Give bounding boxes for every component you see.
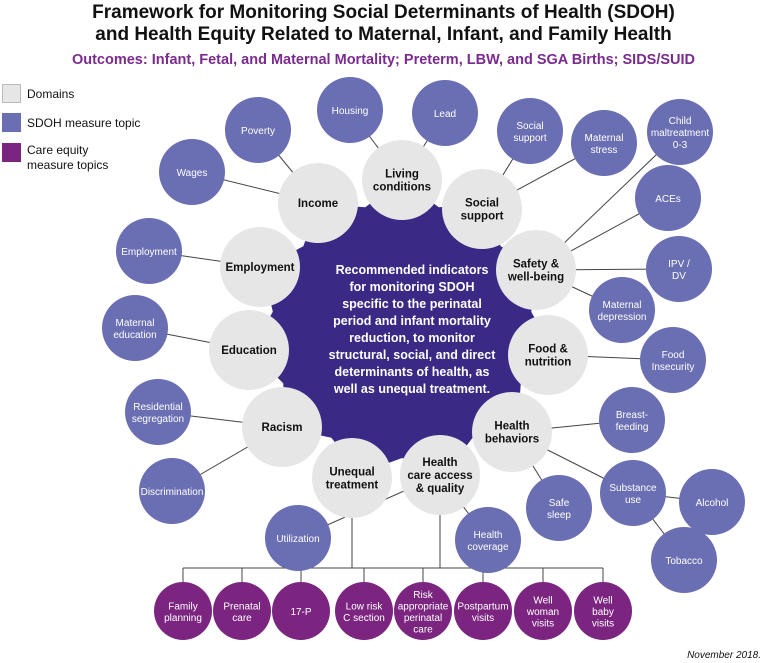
legend-label-care-line-1: Care equity — [27, 143, 89, 157]
topic-breastfeeding — [599, 387, 665, 453]
domain-access — [400, 435, 480, 515]
topic-employment_t — [116, 218, 182, 284]
legend-label-domains: Domains — [27, 87, 75, 101]
domain-living-label: Living conditions — [372, 168, 432, 194]
topic-health_coverage — [455, 507, 521, 573]
topic-utilization-label: Utilization — [276, 534, 320, 545]
domain-safety — [496, 230, 576, 310]
topic-maternal_depression-label: Maternal depression — [597, 300, 647, 323]
care-family_planning — [154, 582, 212, 640]
date-footer: November 2018. — [687, 650, 761, 661]
domain-unequal-label: Unequal treatment — [325, 466, 379, 492]
topic-tobacco-label: Tobacco — [665, 556, 703, 567]
topic-substance_use — [600, 460, 666, 526]
domain-employment-label: Employment — [225, 262, 295, 274]
domain-racism-label: Racism — [261, 422, 303, 434]
domain-food — [508, 315, 588, 395]
domain-income-label: Income — [297, 198, 339, 210]
topic-aces-label: ACEs — [655, 194, 681, 205]
topic-substance_use-label: Substance use — [609, 483, 657, 506]
topic-tobacco — [651, 527, 717, 593]
topic-maternal_education — [102, 295, 168, 361]
domain-racism — [242, 387, 322, 467]
topic-poverty-label: Poverty — [241, 126, 275, 137]
topic-social_support-label: Social support — [513, 121, 547, 144]
legend-label-care-line-2: measure topics — [27, 158, 109, 172]
topic-wages — [159, 139, 225, 205]
topic-housing — [317, 77, 383, 143]
title-line-1: Framework for Monitoring Social Determinants of Health (SDOH) — [92, 2, 675, 23]
topic-discrimination-label: Discrimination — [140, 487, 204, 498]
domain-employment — [220, 227, 300, 307]
domain-food-label: Food & nutrition — [524, 343, 572, 369]
topic-residential_segregation — [125, 379, 191, 445]
care-well_baby-label: Well baby visits — [591, 595, 615, 630]
topic-housing-label: Housing — [331, 106, 369, 117]
topic-food_insecurity-label: Food Insecurity — [651, 350, 695, 373]
care-well_baby — [574, 582, 632, 640]
domain-social-label: Social support — [460, 197, 504, 223]
topic-ipv-label: IPV / DV — [668, 259, 690, 282]
topic-child_maltreatment-label: Child maltreatment 0-3 — [650, 116, 710, 151]
topic-breastfeeding-label: Breast-feeding — [615, 410, 649, 433]
domain-access-label: Health care access & quality — [407, 457, 473, 495]
care-postpartum-label: Postpartum visits — [457, 601, 509, 624]
topic-poverty — [225, 97, 291, 163]
domain-education-label: Education — [221, 345, 277, 357]
outcomes-subtitle: Outcomes: Infant, Fetal, and Maternal Mortality; Preterm, LBW, and SGA Births; SIDS/SUID — [71, 52, 696, 68]
care-well_woman — [514, 582, 572, 640]
care-17p-label: 17-P — [290, 607, 312, 618]
topic-health_coverage-label: Health coverage — [467, 530, 509, 553]
care-low_risk_c — [335, 582, 393, 640]
care-low_risk_c-label: Low risk C section — [343, 601, 385, 624]
topic-discrimination — [139, 458, 205, 524]
care-17p — [272, 582, 330, 640]
center-description: Recommended indicators for monitoring SDOH specific to the perinatal period and infant mortality reduction, to monitor structural, social, and direct determinants of health, as well as unequal treatment. — [328, 263, 496, 396]
topic-aces — [635, 165, 701, 231]
topic-safe_sleep-label: Safe sleep — [547, 498, 571, 521]
topic-maternal_stress — [571, 110, 637, 176]
domain-safety-label: Safety & well-being — [507, 258, 565, 284]
domain-social — [442, 169, 522, 249]
domain-income — [278, 163, 358, 243]
topic-maternal_stress-label: Maternal stress — [584, 133, 624, 156]
topic-child_maltreatment — [647, 99, 713, 165]
care-prenatal_care-label: Prenatal care — [223, 601, 261, 624]
topic-maternal_education-label: Maternal education — [113, 318, 157, 341]
topic-ipv — [646, 236, 712, 302]
care-risk_appropriate — [394, 582, 452, 640]
topic-social_support — [497, 98, 563, 164]
title-line-2: and Health Equity Related to Maternal, Infant, and Family Health — [95, 24, 672, 45]
care-well_woman-label: Well woman visits — [526, 595, 560, 630]
topic-wages-label: Wages — [176, 168, 208, 179]
topic-residential_segregation-label: Residential segregation — [131, 402, 185, 425]
topic-alcohol-label: Alcohol — [695, 498, 729, 509]
topic-safe_sleep — [526, 475, 592, 541]
care-risk_appropriate-label: Risk appropriate perinatal care — [397, 589, 449, 636]
topic-food_insecurity — [640, 327, 706, 393]
domain-education — [209, 310, 289, 390]
topic-utilization — [265, 505, 331, 571]
domain-living — [362, 140, 442, 220]
topic-maternal_depression — [589, 277, 655, 343]
domain-behaviors-label: Health behaviors — [484, 420, 540, 446]
topic-employment_t-label: Employment — [121, 247, 177, 258]
care-postpartum — [454, 582, 512, 640]
legend-label-sdoh: SDOH measure topic — [27, 116, 141, 130]
topic-alcohol — [679, 469, 745, 535]
care-prenatal_care — [213, 582, 271, 640]
domain-unequal — [312, 438, 392, 518]
domain-behaviors — [472, 392, 552, 472]
topic-lead-label: Lead — [433, 109, 457, 120]
topic-lead — [412, 80, 478, 146]
care-family_planning-label: Family planning — [164, 601, 202, 624]
